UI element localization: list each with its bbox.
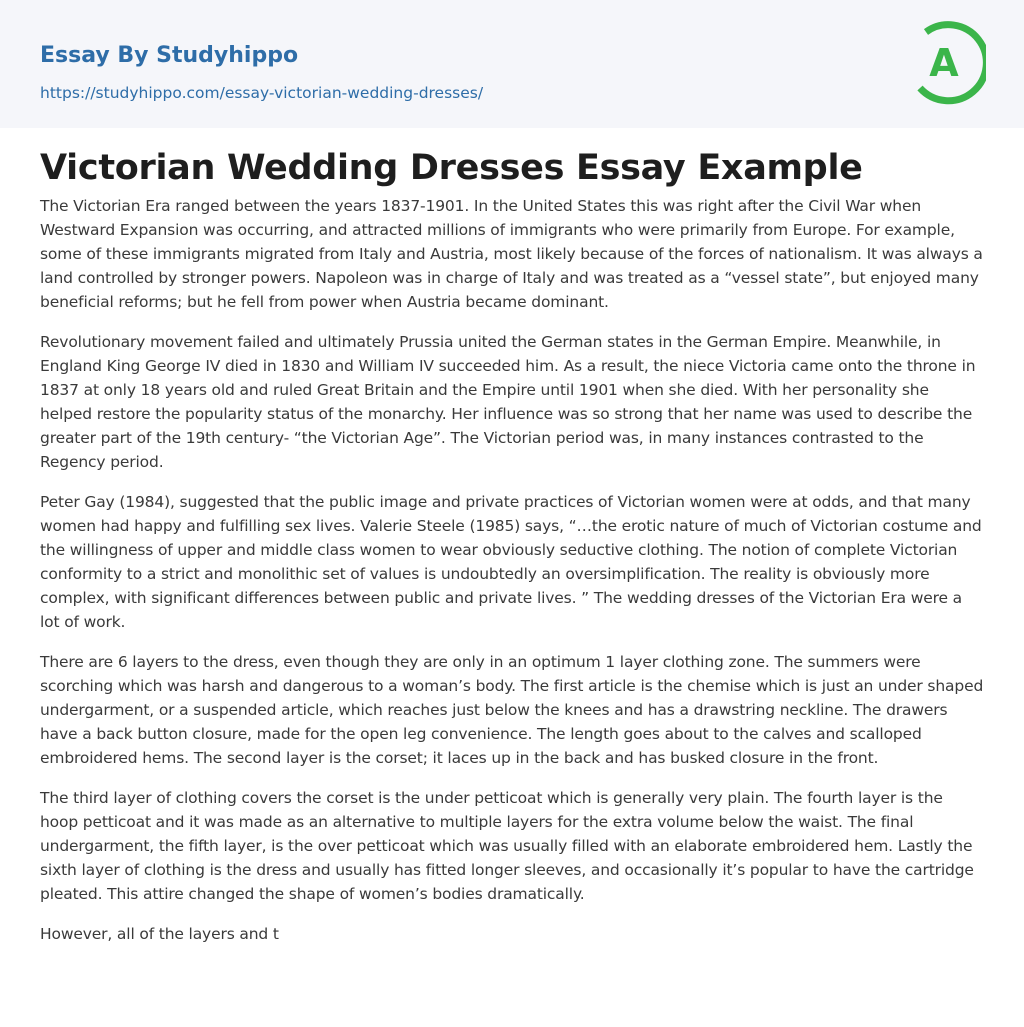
logo-a-circle-icon[interactable] xyxy=(914,18,986,106)
article-paragraph-5: The third layer of clothing covers the corset is the under petticoat which is generally very plain. The fourth layer is the hoop petticoat and it was made as an alternative to multiple layers for the extra volume below the waist. The final undergarment, the fifth layer, is the over petticoat which was usually filled with an elaborate embroidered hem. Lastly the sixth layer of clothing is the dress and usually has fitted longer sleeves, and occasionally it’s popular to have the cartridge pleated. This attire changed the shape of women’s bodies dramatically. xyxy=(40,789,974,903)
article-paragraph-6: However, all of the layers and t xyxy=(40,925,279,943)
article-title: Victorian Wedding Dresses Essay Example xyxy=(40,148,863,188)
site-header xyxy=(0,0,1024,128)
article-paragraph-2: Revolutionary movement failed and ultimately Prussia united the German states in the German Empire. Meanwhile, in England King George IV died in 1830 and William IV succeeded him. As a result, the niece Victoria came onto the throne in 1837 at only 18 years old and ruled Great Britain and the Empire until 1901 when she died. With her personality she helped restore the popularity status of the monarchy. Her influence was so strong that her name was used to describe the greater part of the 19th century- “the Victorian Age”. The Victorian period was, in many instances contrasted to the Regency period. xyxy=(40,333,976,471)
article xyxy=(0,148,1024,946)
logo-letter: A xyxy=(929,41,959,85)
article-paragraph-3: Peter Gay (1984), suggested that the public image and private practices of Victorian women were at odds, and that many women had happy and fulfilling sex lives. Valerie Steele (1985) says, “…the erotic nature of much of Victorian costume and the willingness of upper and middle class women to wear obviously seductive clothing. The notion of complete Victorian conformity to a strict and monolithic set of values is undoubtedly an oversimplification. The reality is obviously more complex, with significant differences between public and private lives. ” The wedding dresses of the Victorian Era were a lot of work. xyxy=(40,493,982,631)
essay-url-link[interactable]: https://studyhippo.com/essay-victorian-wedding-dresses/ xyxy=(40,84,484,102)
site-brand[interactable]: Essay By Studyhippo xyxy=(40,43,299,68)
article-paragraph-1: The Victorian Era ranged between the years 1837-1901. In the United States this was right after the Civil War when Westward Expansion was occurring, and attracted millions of immigrants who were primarily from Europe. For example, some of these immigrants migrated from Italy and Austria, most likely because of the forces of nationalism. It was always a land controlled by stronger powers. Napoleon was in charge of Italy and was treated as a “vessel state”, but enjoyed many beneficial reforms; but he fell from power when Austria became dominant. xyxy=(40,197,983,311)
article-paragraph-4: There are 6 layers to the dress, even though they are only in an optimum 1 layer clothing zone. The summers were scorching which was harsh and dangerous to a woman’s body. The first article is the chemise which is just an under shaped undergarment, or a suspended article, which reaches just below the knees and has a drawstring neckline. The drawers have a back button closure, made for the open leg convenience. The length goes about to the calves and scalloped embroidered hems. The second layer is the corset; it laces up in the back and has busked closure in the front. xyxy=(40,653,984,767)
